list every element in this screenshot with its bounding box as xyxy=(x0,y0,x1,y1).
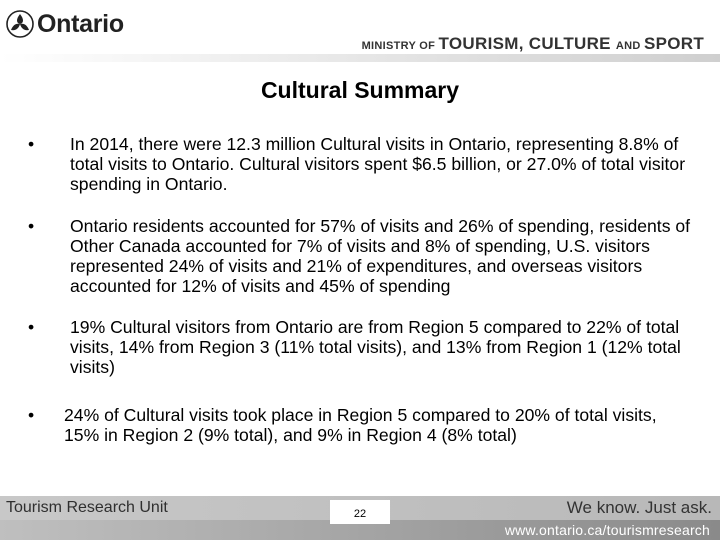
bullet-item xyxy=(28,134,693,194)
slide-title: Cultural Summary xyxy=(260,77,460,103)
bullet-text: 19% Cultural visitors from Ontario are from Region 5 compared to 22% of total visits, 14% from Region 3 (11% total visits), and 13% from Region 1 (12% total visits) xyxy=(70,317,681,377)
trillium-icon xyxy=(6,10,34,38)
ministry-part: AND xyxy=(615,40,644,52)
bullet-marker: • xyxy=(28,134,35,154)
ministry-part: MINISTRY OF xyxy=(361,40,439,52)
bullet-text: Ontario residents accounted for 57% of visits and 26% of spending, residents of Other Canada accounted for 7% of visits and 8% of spending, U.S. visitors represented 24% of visits and 21% of expenditures, and overseas visitors accounted for 12% of visits and 45% of spending xyxy=(70,216,691,296)
footer-unit: Tourism Research Unit xyxy=(6,499,168,516)
bullet-list xyxy=(28,134,693,445)
header-band xyxy=(0,54,720,62)
footer-url[interactable]: www.ontario.ca/tourismresearch xyxy=(504,522,710,538)
ministry-name xyxy=(362,34,704,54)
bullet-text: 24% of Cultural visits took place in Region 5 compared to 20% of total visits, 15% in Region 2 (9% total), and 9% in Region 4 (8% total) xyxy=(64,405,657,445)
bullet-item xyxy=(28,317,693,377)
bullet-item xyxy=(28,216,693,296)
footer-tagline: We know. Just ask. xyxy=(566,498,712,517)
ministry-part: , xyxy=(518,34,529,53)
bullet-text: In 2014, there were 12.3 million Cultural visits in Ontario, representing 8.8% of total visits to Ontario. Cultural visitors spent $6.5 billion, or 27.0% of total visitor spending in Ontario. xyxy=(70,134,686,194)
bullet-item xyxy=(28,405,693,445)
page-number: 22 xyxy=(330,500,390,524)
ministry-part: TOURISM xyxy=(438,34,519,53)
ontario-logo xyxy=(6,8,124,40)
ministry-part: SPORT xyxy=(643,34,704,53)
bullet-marker: • xyxy=(28,405,35,425)
logo-text: Ontario xyxy=(37,9,124,38)
bullet-marker: • xyxy=(28,216,35,236)
ministry-part: CULTURE xyxy=(528,34,616,53)
bullet-marker: • xyxy=(28,317,35,337)
